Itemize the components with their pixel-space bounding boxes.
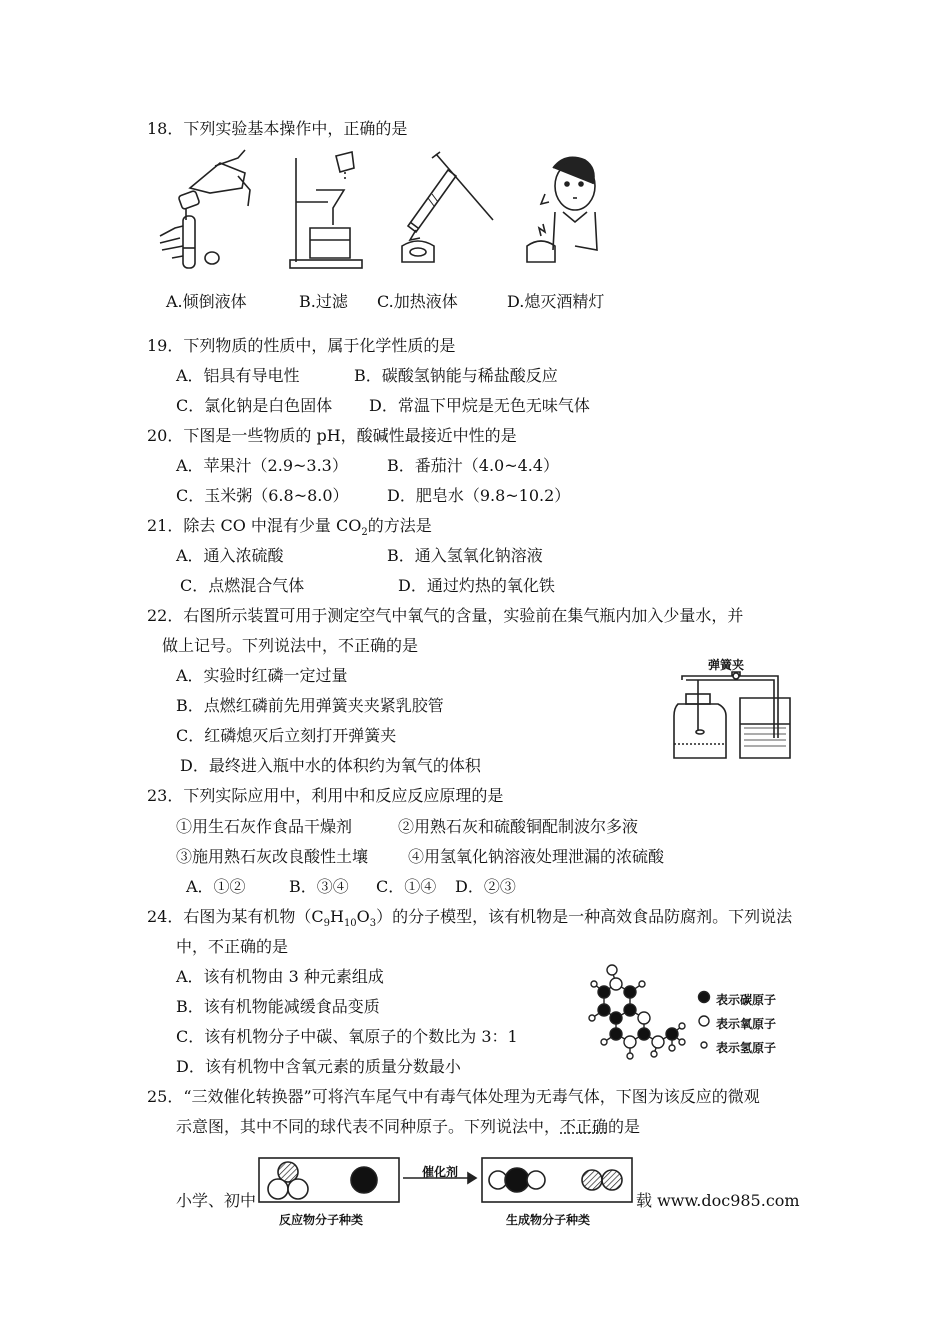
molecule-legend-symbols	[696, 988, 712, 1054]
footer-right: 载 www.doc985.com	[636, 1191, 800, 1210]
q23-option-c: C．①④	[376, 877, 437, 896]
q22-option-c: C．红磷熄灭后立刻打开弹簧夹	[176, 726, 397, 745]
q18-option-a: A.倾倒液体	[166, 292, 247, 311]
q20-option-a: A．苹果汁（2.9~3.3）	[176, 456, 348, 475]
q23-item-3: ③施用熟石灰改良酸性土壤	[176, 847, 369, 866]
reactants-label: 反应物分子种类	[279, 1213, 364, 1227]
q20-option-b: B．番茄汁（4.0~4.4）	[387, 456, 560, 475]
q19-option-a: A．铝具有导电性	[176, 366, 300, 385]
q18-option-c: C.加热液体	[377, 292, 458, 311]
q19-option-b: B．碳酸氢钠能与稀盐酸反应	[354, 366, 558, 385]
q25-stem-line2: 示意图，其中不同的球代表不同种原子。下列说法中，不正确的是	[176, 1117, 641, 1136]
q22-stem-line1: 22．右图所示装置可用于测定空气中氧气的含量，实验前在集气瓶内加入少量水，并	[147, 606, 744, 625]
q24-option-b: B．该有机物能减缓食品变质	[176, 997, 380, 1016]
q24-stem-line2: 中，不正确的是	[176, 937, 289, 956]
molecular-model	[580, 962, 690, 1062]
spring-clip-label: 弹簧夹	[708, 658, 745, 672]
legend-carbon: 表示碳原子	[716, 993, 777, 1007]
q19-stem: 19．下列物质的性质中，属于化学性质的是	[147, 336, 456, 355]
filtration-illustration	[288, 150, 366, 272]
q23-item-4: ④用氢氧化钠溶液处理泄漏的浓硫酸	[408, 847, 665, 866]
q24-option-a: A．该有机物由 3 种元素组成	[176, 967, 384, 986]
q22-option-d: D．最终进入瓶中水的体积约为氧气的体积	[180, 756, 481, 775]
q23-option-b: B．③④	[289, 877, 349, 896]
q25-stem-line1: 25．“三效催化转换器”可将汽车尾气中有毒气体处理为无毒气体，下图为该反应的微观	[147, 1087, 760, 1106]
q22-stem-line2: 做上记号。下列说法中，不正确的是	[162, 636, 419, 655]
q20-option-c: C．玉米粥（6.8~8.0）	[176, 486, 349, 505]
q24-option-c: C．该有机物分子中碳、氧原子的个数比为 3：1	[176, 1027, 518, 1046]
q19-option-d: D．常温下甲烷是无色无味气体	[369, 396, 590, 415]
legend-hydrogen: 表示氢原子	[716, 1041, 777, 1055]
oxygen-measurement-apparatus	[670, 668, 818, 768]
q23-option-a: A．①②	[186, 877, 246, 896]
q23-item-2: ②用熟石灰和硫酸铜配制波尔多液	[398, 817, 639, 836]
q21-stem: 21．除去 CO 中混有少量 $CO_2$的方法是	[147, 516, 432, 539]
q20-option-d: D．肥皂水（9.8~10.2）	[387, 486, 571, 505]
q22-option-a: A．实验时红磷一定过量	[176, 666, 348, 685]
q23-item-1: ①用生石灰作食品干燥剂	[176, 817, 353, 836]
q21-option-a: A．通入浓硫酸	[176, 546, 284, 565]
q21-option-d: D．通过灼热的氧化铁	[398, 576, 555, 595]
pour-liquid-illustration	[150, 148, 260, 273]
q19-option-c: C．氯化钠是白色固体	[176, 396, 333, 415]
q24-stem-line1: 24．右图为某有机物$(C_9H_{10}O_3)$的分子模型，该有机物是一种高效食品防腐剂。下列说法	[147, 907, 793, 930]
extinguish-lamp-illustration	[515, 150, 615, 272]
q21-option-c: C．点燃混合气体	[180, 576, 305, 595]
q18-stem: 18．下列实验基本操作中，正确的是	[147, 119, 408, 138]
q18-option-d: D.熄灭酒精灯	[507, 292, 605, 311]
q22-option-b: B．点燃红磷前先用弹簧夹夹紧乳胶管	[176, 696, 444, 715]
footer-left: 小学、初中	[176, 1191, 257, 1210]
emphasis-not-correct: 不正确	[560, 1117, 609, 1136]
q21-option-b: B．通入氢氧化钠溶液	[387, 546, 543, 565]
q23-stem: 23．下列实际应用中，利用中和反应反应原理的是	[147, 786, 504, 805]
q18-option-b: B.过滤	[299, 292, 348, 311]
q20-stem: 20．下图是一些物质的 pH，酸碱性最接近中性的是	[147, 426, 517, 445]
legend-oxygen: 表示氧原子	[716, 1017, 777, 1031]
q23-option-d: D．②③	[455, 877, 516, 896]
catalyst-label: 催化剂	[422, 1165, 459, 1179]
q24-option-d: D．该有机物中含氧元素的质量分数最小	[176, 1057, 461, 1076]
heat-liquid-illustration	[388, 148, 498, 270]
products-label: 生成物分子种类	[506, 1213, 591, 1227]
